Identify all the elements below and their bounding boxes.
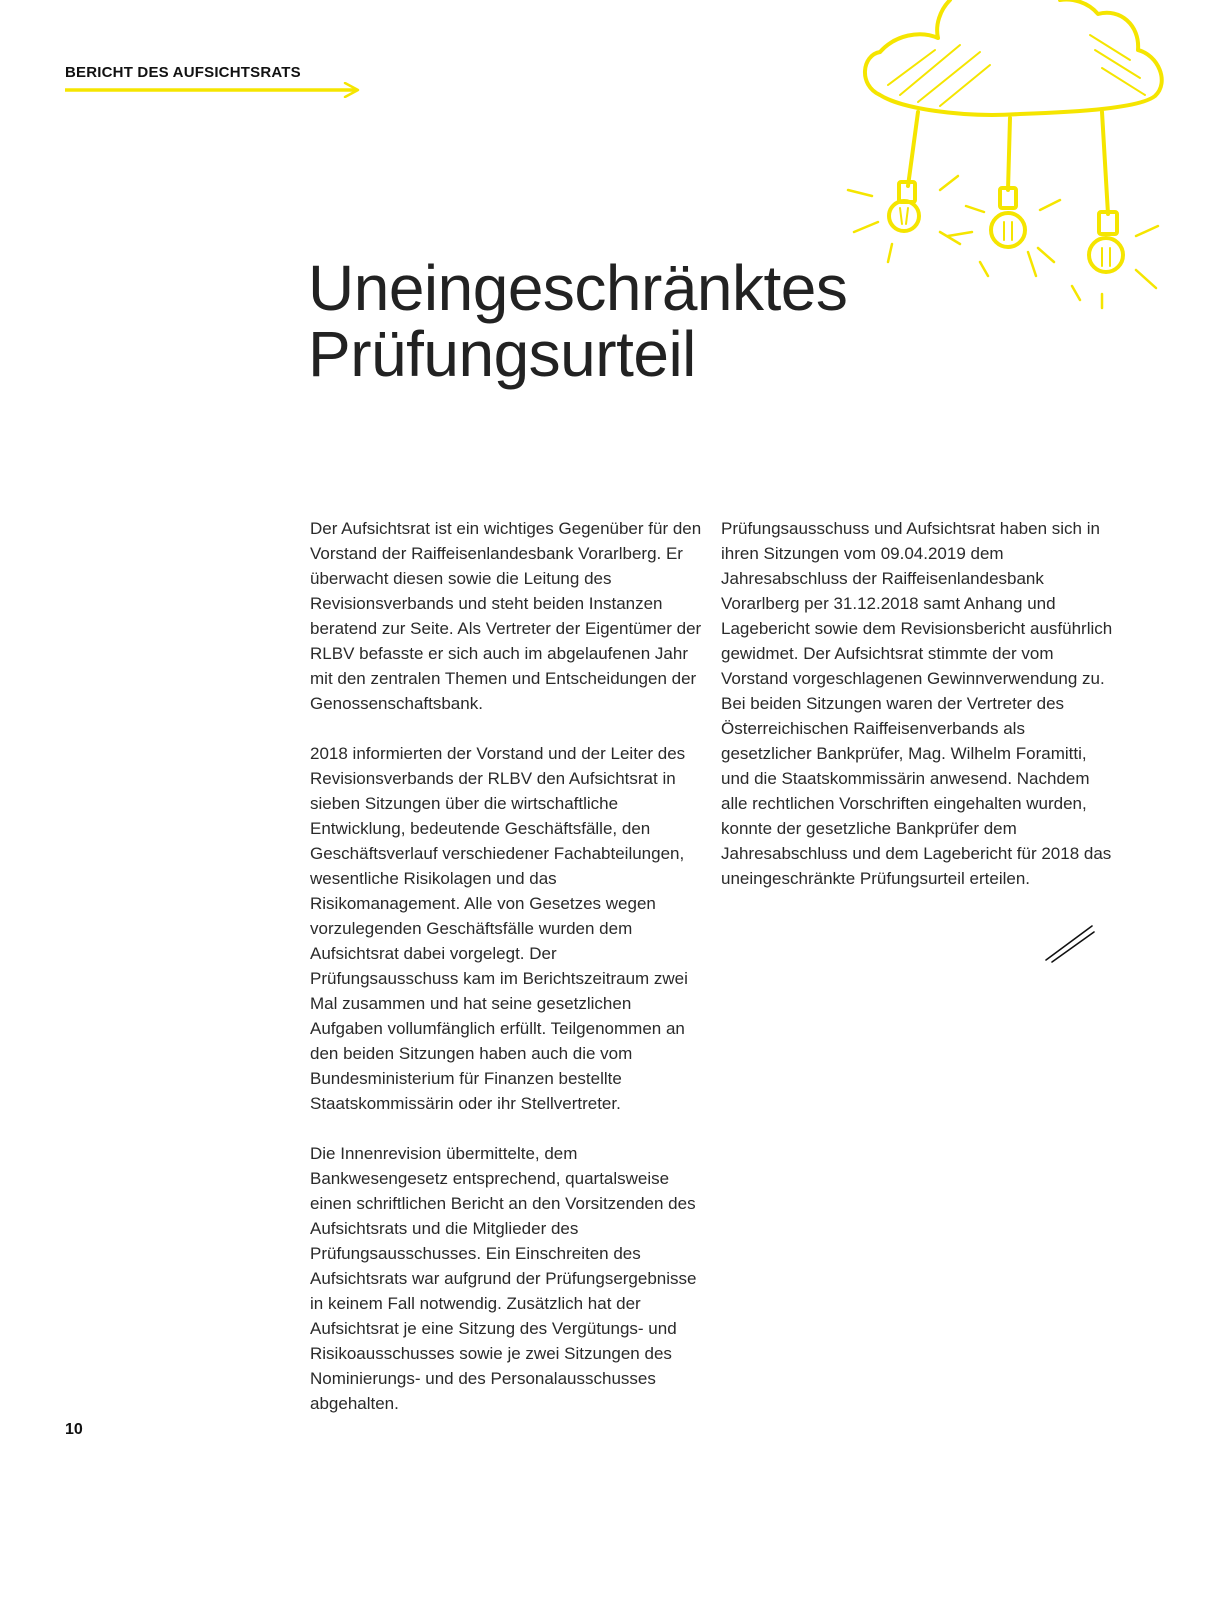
page-number: 10 bbox=[65, 1421, 83, 1438]
body-column-right bbox=[721, 516, 1117, 916]
page-title bbox=[308, 252, 848, 390]
cloud-with-light-bulbs-icon bbox=[840, 0, 1208, 310]
paragraph: Prüfungsausschuss und Aufsichtsrat haben sich in ihren Sitzungen vom 09.04.2019 dem Jahresabschluss der Raiffeisenlandesbank Vorarlberg per 31.12.2018 samt Anhang und Lagebericht sowie dem Revisionsbericht ausführlich gewidmet. Der Aufsichtsrat stimmte der vom Vorstand vorgeschlagenen Gewinnverwendung zu. Bei beiden Sitzungen waren der Vertreter des Österreichischen Raiffeisenverbands als gesetzlicher Bankprüfer, Mag. Wilhelm Foramitti, und die Staatskommissärin anwesend. Nachdem alle rechtlichen Vorschriften eingehalten wurden, konnte der gesetzliche Bankprüfer dem Jahresabschluss und dem Lagebericht für 2018 das uneingeschränkte Prüfungsurteil erteilen. bbox=[721, 519, 1113, 888]
body-column-left bbox=[310, 516, 706, 1441]
section-label: BERICHT DES AUFSICHTSRATS bbox=[65, 64, 301, 81]
double-slash-end-icon bbox=[1042, 922, 1096, 964]
page-title-line-2: Prüfungsurteil bbox=[308, 318, 696, 390]
page-title-line-1: Uneingeschränktes bbox=[308, 252, 848, 324]
section-rule-arrow-icon bbox=[65, 82, 365, 98]
paragraph: Der Aufsichtsrat ist ein wichtiges Gegenüber für den Vorstand der Raiffeisenlandesbank Vorarlberg. Er überwacht diesen sowie die Leitung des Revisionsverbands und steht beiden Instanzen beratend zur Seite. Als Vertreter der Eigentümer der RLBV befasste er sich auch im abgelaufenen Jahr mit den zentralen Themen und Entscheidungen der Genossenschaftsbank. bbox=[310, 519, 702, 713]
paragraph: 2018 informierten der Vorstand und der Leiter des Revisionsverbands der RLBV den Aufsichtsrat in sieben Sitzungen über die wirtschaftliche Entwicklung, bedeutende Geschäftsfälle, den Geschäftsverlauf verschiedener Fachabteilungen, wesentliche Risikolagen und das Risikomanagement. Alle von Gesetzes wegen vorzulegenden Geschäftsfälle wurden dem Aufsichtsrat dabei vorgelegt. Der Prüfungsausschuss kam im Berichtszeitraum zwei Mal zusammen und hat seine gesetzlichen Aufgaben vollumfänglich erfüllt. Teilgenommen an den beiden Sitzungen haben auch die vom Bundesministerium für Finanzen bestellte Staatskommissärin oder ihr Stellvertreter. bbox=[310, 744, 688, 1113]
paragraph: Die Innenrevision übermittelte, dem Bankwesengesetz entsprechend, quartalsweise einen schriftlichen Bericht an den Vorsitzenden des Aufsichtsrats und die Mitglieder des Prüfungsausschusses. Ein Einschreiten des Aufsichtsrats war aufgrund der Prüfungsergebnisse in keinem Fall notwendig. Zusätzlich hat der Aufsichtsrat je eine Sitzung des Vergütungs- und Risikoausschusses sowie je zwei Sitzungen des Nominierungs- und des Personalausschusses abgehalten. bbox=[310, 1144, 697, 1413]
